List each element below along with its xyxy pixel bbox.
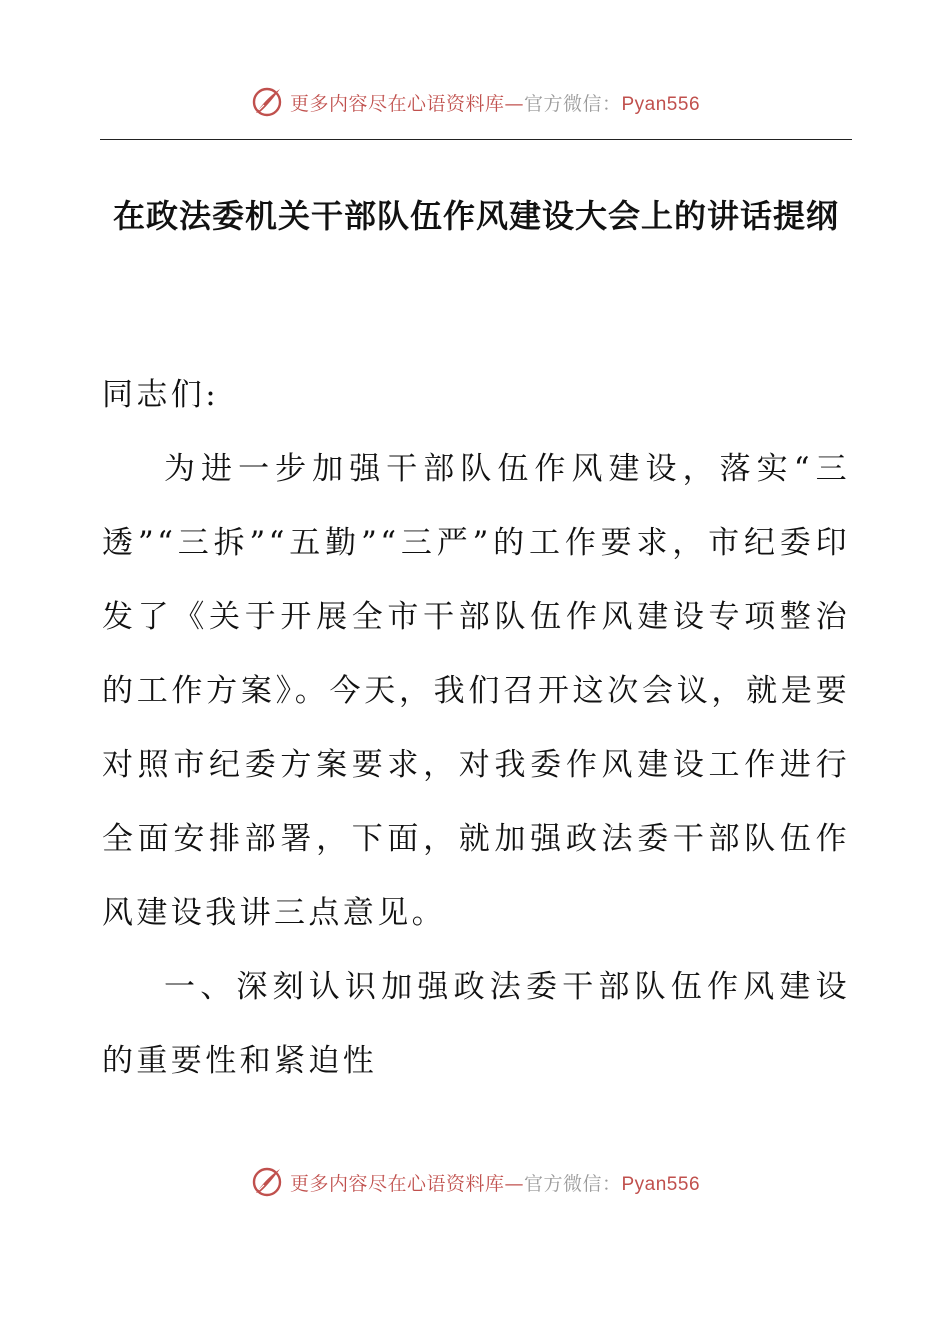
document-title: 在政法委机关干部队伍作风建设大会上的讲话提纲 <box>112 197 839 235</box>
watermark-official-label: 官方微信： <box>523 92 622 115</box>
watermark-official-label: 官方微信： <box>523 1172 622 1195</box>
watermark-dash: — <box>504 1172 524 1195</box>
quill-seal-icon <box>250 1165 284 1199</box>
watermark-text <box>290 89 700 116</box>
watermark-dash: — <box>504 92 524 115</box>
watermark-handle: Pyan556 <box>621 93 701 115</box>
header-watermark <box>0 82 950 122</box>
watermark-main-text: 更多内容尽在心语资料库 <box>289 92 505 115</box>
footer-watermark <box>0 1162 950 1202</box>
quill-seal-icon <box>250 85 284 119</box>
watermark-text <box>290 1169 700 1196</box>
document-body <box>102 358 850 1098</box>
body-paragraph: 为进一步加强干部队伍作风建设，落实“三透”“三拆”“五勤”“三严”的工作要求，市纪委印发了《关于开展全市干部队伍作风建设专项整治的工作方案》。今天，我们召开这次会议，就是要对照市纪委方案要求，对我委作风建设工作进行全面安排部署，下面，就加强政法委干部队伍作风建设我讲三点意见。 <box>102 451 850 931</box>
section-heading: 一、深刻认识加强政法委干部队伍作风建设的重要性和紧迫性 <box>102 969 850 1079</box>
watermark-handle: Pyan556 <box>621 1173 701 1195</box>
watermark-main-text: 更多内容尽在心语资料库 <box>289 1172 505 1195</box>
header-divider <box>100 139 852 140</box>
salutation: 同志们: <box>102 377 220 413</box>
